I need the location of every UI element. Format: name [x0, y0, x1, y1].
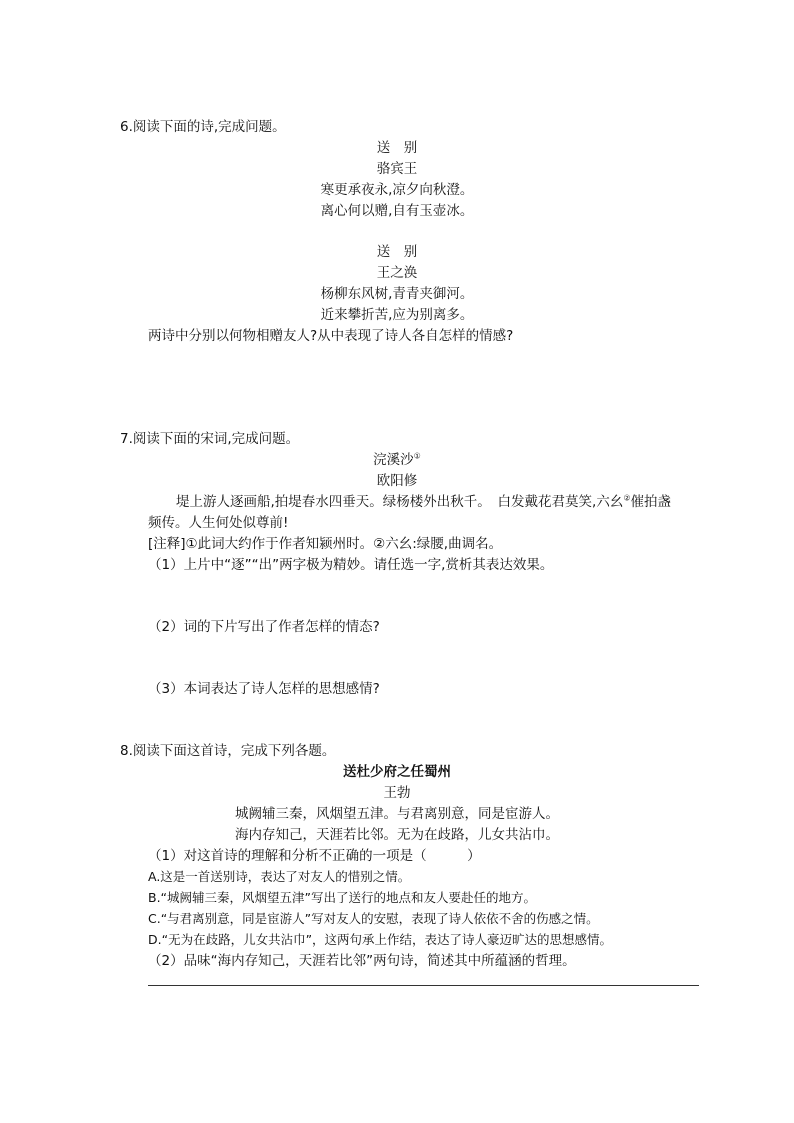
q7-text-line1-b: 催拍盏	[630, 494, 672, 510]
q6-question: 两诗中分别以何物相赠友人?从中表现了诗人各自怎样的情感?	[148, 328, 514, 344]
q6-poem2-author: 王之涣	[376, 265, 418, 281]
q8-author: 王勃	[383, 785, 411, 801]
q6-poem1-title: 送 别	[376, 140, 418, 156]
q7-text-line2: 频传。人生何处似尊前!	[148, 515, 289, 531]
q7-text-footnote-mark: ②	[623, 493, 631, 503]
q6-poem2-title: 送 别	[376, 244, 418, 260]
q8-sub1: （1）对这首诗的理解和分析不正确的一项是（ ）	[148, 848, 481, 864]
q8-option-a: A.这是一首送别诗，表达了对友人的惜别之情。	[148, 869, 411, 884]
q8-sub2: （2）品味“海内存知己，天涯若比邻”两句诗，简述其中所蕴涵的哲理。	[148, 953, 576, 969]
q8-line1: 城阙辅三秦，风烟望五津。与君离别意，同是宦游人。	[235, 806, 559, 822]
q7-sub2: （2）词的下片写出了作者怎样的情态?	[148, 619, 380, 635]
q6-poem1-line1: 寒更承夜永,凉夕向秋澄。	[320, 182, 474, 198]
q8-line2: 海内存知己，天涯若比邻。无为在歧路，儿女共沾巾。	[235, 827, 559, 843]
q7-title-text: 浣溪沙	[373, 452, 414, 468]
q8-option-d: D.“无为在歧路，儿女共沾巾”，这两句承上作结，表达了诗人豪迈旷达的思想感情。	[148, 932, 613, 947]
answer-line	[148, 985, 699, 986]
q6-poem1-author: 骆宾王	[376, 161, 418, 177]
q8-option-b: B.“城阙辅三秦，风烟望五津”写出了送行的地点和友人要赴任的地方。	[148, 890, 537, 905]
q8-option-c: C.“与君离别意，同是宦游人”写对友人的安慰，表现了诗人依依不舍的伤感之情。	[148, 911, 599, 926]
q7-title	[0, 450, 794, 470]
q8-title: 送杜少府之任蜀州	[343, 764, 451, 780]
q7-sub1: （1）上片中“逐”“出”两字极为精妙。请任选一字,赏析其表达效果。	[148, 557, 554, 573]
q8-prompt: 8.阅读下面这首诗，完成下列各题。	[120, 743, 336, 759]
q7-annotation: [注释]①此词大约作于作者知颍州时。②六幺:绿腰,曲调名。	[148, 536, 503, 552]
q6-poem2-line1: 杨柳东风树,青青夹御河。	[320, 286, 474, 302]
q6-prompt: 6.阅读下面的诗,完成问题。	[120, 119, 286, 135]
q7-sub3: （3）本词表达了诗人怎样的思想感情?	[148, 681, 380, 697]
q7-author: 欧阳修	[376, 473, 418, 489]
q6-poem2-line2: 近来攀折苦,应为别离多。	[320, 307, 474, 323]
q7-text-line1-a: 堤上游人逐画船,拍堤春水四垂天。绿杨楼外出秋千。 白发戴花君莫笑,六幺	[176, 494, 624, 510]
q6-poem1-line2: 离心何以赠,自有玉壶冰。	[320, 203, 474, 219]
q7-prompt: 7.阅读下面的宋词,完成问题。	[120, 431, 300, 447]
q7-text-line1	[176, 492, 671, 512]
q7-title-footnote-mark: ①	[413, 451, 421, 461]
